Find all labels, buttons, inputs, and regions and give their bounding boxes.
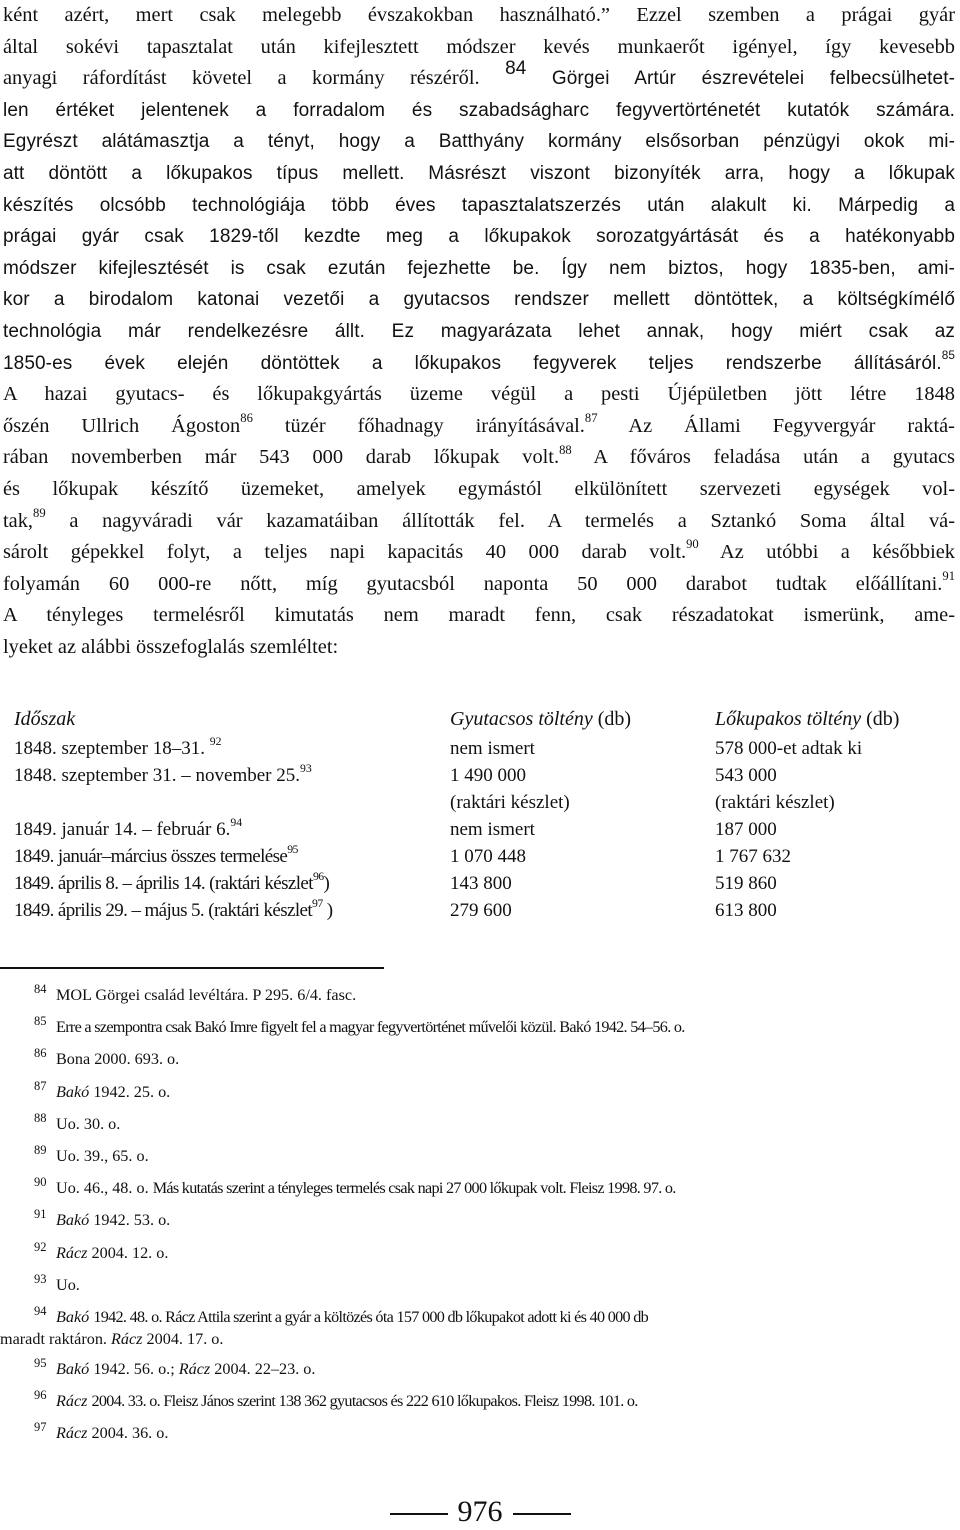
text-segment: Így nem biztos, hogy 1835-ben, ami- bbox=[561, 257, 955, 279]
footnote-number: 96 bbox=[34, 1388, 47, 1403]
text-segment: tak, bbox=[3, 509, 34, 532]
footnote-ref[interactable]: 97 bbox=[312, 896, 323, 910]
text-line: Egyrészt alátámasztja a tényt, hogy a Batthyány kormány elsősorban pénzügyi okok mi- bbox=[3, 131, 955, 153]
footnote bbox=[0, 984, 955, 1016]
footnote-text: Bakó 1942. 25. o. bbox=[56, 1082, 171, 1101]
text-line bbox=[3, 57, 956, 95]
text-segment: Görgei Artúr észrevételei felbecsülhetet- bbox=[551, 68, 956, 90]
header-lok: Lőkupakos töltény (db) bbox=[715, 708, 900, 730]
footnote-text: Rácz 2004. 36. o. bbox=[56, 1424, 169, 1443]
footnote-text: MOL Görgei család levéltára. P 295. 6/4. fasc. bbox=[56, 986, 357, 1004]
footnote-ref[interactable]: 88 bbox=[559, 442, 572, 457]
footnote bbox=[0, 1177, 955, 1209]
footnote bbox=[0, 1355, 955, 1390]
text-segment: 1850-es évek elején döntöttek a lőkupakos fegyverek teljes rendszerbe állításáról. bbox=[3, 352, 942, 374]
text-segment: a nagyváradi vár kazamatáiban állították fel. A termelés a Sztankó Soma által vá- bbox=[69, 509, 955, 532]
footnote-text: Bona 2000. 693. o. bbox=[56, 1050, 180, 1069]
cell-cap: (raktári készlet) bbox=[450, 792, 570, 813]
footnote bbox=[0, 1016, 955, 1048]
footnote-ref[interactable]: 85 bbox=[941, 349, 955, 363]
footnote-number: 84 bbox=[34, 982, 47, 996]
footnote bbox=[0, 1048, 955, 1080]
footnote-text: Uo. 46., 48. o. Más kutatás szerint a tényleges termelés csak napi 27 000 lőkupak volt. Fleisz 1998. 97. o. bbox=[56, 1179, 676, 1198]
footnote-text: Bakó 1942. 48. o. Rácz Attila szerint a gyár a költözés óta 157 000 db lőkupakot adott ki és 40 000 db maradt raktáron. Rácz 2004. 17. o. bbox=[0, 1307, 649, 1348]
footnote bbox=[0, 1390, 955, 1422]
footnote-ref[interactable]: 92 bbox=[209, 734, 222, 748]
text-segment: A főváros feladása után a gyutacs bbox=[593, 446, 955, 469]
footnote-text: Rácz 2004. 12. o. bbox=[56, 1243, 169, 1262]
text-segment: anyagi ráfordítást követel a kormány részéről. bbox=[3, 67, 480, 90]
footnote-ref[interactable]: 96 bbox=[312, 869, 324, 883]
cell-lok: (raktári készlet) bbox=[715, 792, 835, 813]
text-segment: tüzér főhadnagy irányításával. bbox=[284, 414, 585, 437]
cell-lok: 1 767 632 bbox=[715, 846, 791, 867]
text-segment: őszén Ullrich Ágoston bbox=[3, 414, 241, 437]
cell-cap: 1 490 000 bbox=[450, 765, 526, 786]
footnote-number: 86 bbox=[34, 1046, 47, 1061]
text-line bbox=[3, 506, 955, 538]
text-line bbox=[3, 537, 955, 569]
footnote-number: 85 bbox=[34, 1014, 47, 1029]
footnote-ref[interactable]: 94 bbox=[230, 815, 243, 829]
footnote-number: 88 bbox=[34, 1110, 47, 1125]
footnote bbox=[0, 1303, 955, 1358]
text-line: lyeket az alábbi összefoglalás szemléltet: bbox=[3, 635, 339, 658]
footnote-ref[interactable]: 90 bbox=[686, 537, 699, 552]
footnote bbox=[0, 1209, 955, 1241]
text-line bbox=[3, 158, 955, 190]
cell-lok: 187 000 bbox=[715, 819, 777, 840]
cell-lok: 578 000-et adtak ki bbox=[715, 738, 863, 759]
text-line: és lőkupak készítő üzemeket, amelyek egymástól elkülönített szervezeti egységek vol- bbox=[3, 477, 955, 500]
footnote-text: Erre a szempontra csak Bakó Imre figyelt fel a magyar fegyvertörténet művelői közül. Bakó 1942. 54–56. o. bbox=[56, 1018, 685, 1037]
cell-period: 1849. április 8. – április 14. (raktári készlet$^{96}$) bbox=[14, 869, 330, 894]
footnote bbox=[0, 1271, 955, 1306]
text-line: ként azért, mert csak melegebb évszakokban használható.” Ezzel szemben a prágai gyár bbox=[3, 4, 955, 26]
main-text bbox=[3, 0, 955, 663]
text-line bbox=[3, 569, 955, 601]
cell-period: 1849. január–március összes termelése$^{95}$ bbox=[14, 842, 298, 867]
footnote bbox=[0, 1110, 955, 1145]
footnote bbox=[0, 1078, 955, 1113]
footnote-number: 93 bbox=[34, 1271, 47, 1286]
cell-cap: nem ismert bbox=[450, 738, 535, 759]
page-number bbox=[0, 1495, 960, 1529]
footnote-ref[interactable]: 91 bbox=[942, 569, 955, 583]
cell-cap: 143 800 bbox=[450, 873, 512, 894]
cell-period: 1848. szeptember 18–31. $^{92}$ bbox=[14, 734, 222, 759]
cell-lok: 519 860 bbox=[715, 873, 777, 894]
footnote-text: Rácz 2004. 33. o. Fleisz János szerint 138 362 gyutacsos és 222 610 lőkupakos. Fleisz 1998. 101. o. bbox=[56, 1392, 638, 1411]
text-segment: technológia már rendelkezésre állt. bbox=[3, 320, 365, 342]
footnote-number: 92 bbox=[34, 1239, 47, 1254]
footnote-number: 90 bbox=[34, 1175, 47, 1190]
footnote-ref[interactable]: 89 bbox=[33, 505, 46, 520]
footnote-ref[interactable]: 87 bbox=[584, 411, 598, 426]
text-segment: Márpedig a bbox=[838, 194, 955, 216]
text-segment: Az utóbbi a későbbiek bbox=[720, 541, 955, 564]
footnote-ref[interactable]: 93 bbox=[299, 761, 312, 775]
text-line bbox=[3, 253, 955, 285]
footnote-text: Uo. bbox=[56, 1275, 80, 1294]
footnote-number: 91 bbox=[34, 1207, 47, 1222]
cell-lok: 543 000 bbox=[715, 765, 777, 786]
footnote-number: 94 bbox=[34, 1303, 47, 1318]
footnote-divider bbox=[0, 967, 384, 969]
text-segment: rában novemberben már 543 000 darab lőkupak volt. bbox=[3, 446, 560, 469]
text-line: A hazai gyutacs- és lőkupakgyártás üzeme végül a pesti Újépületben jött létre 1848 bbox=[3, 383, 955, 406]
footnote-text: Uo. 39., 65. o. bbox=[56, 1146, 149, 1165]
cell-period: 1848. szeptember 31. – november 25.93 bbox=[14, 761, 312, 786]
footnotes bbox=[0, 984, 955, 1454]
text-line: kor a birodalom katonai vezetői a gyutacsos rendszer mellett döntöttek, a költségkímélő bbox=[3, 289, 955, 311]
text-line: prágai gyár csak 1829-től kezdte meg a lőkupakok sorozatgyártását és a hatékonyabb bbox=[3, 226, 955, 248]
text-segment: Az Állami Fegyvergyár raktá- bbox=[628, 414, 955, 437]
footnote-number: 87 bbox=[34, 1078, 47, 1093]
footnote bbox=[0, 1142, 955, 1177]
page-number-dash bbox=[513, 1513, 571, 1515]
text-segment: att döntött a lőkupakos típus mellett. bbox=[3, 162, 405, 184]
cell-cap: 279 600 bbox=[450, 900, 512, 921]
page-number-dash bbox=[390, 1513, 448, 1515]
footnote-number: 97 bbox=[34, 1420, 47, 1435]
header-period: Időszak bbox=[14, 708, 76, 730]
header-cap: Gyutacsos töltény (db) bbox=[450, 708, 632, 730]
text-line bbox=[3, 442, 955, 474]
text-segment: módszer kifejlesztését is csak ezután fejezhette be. bbox=[3, 257, 540, 279]
cell-cap: 1 070 448 bbox=[450, 846, 526, 867]
page-number-value: 976 bbox=[457, 1495, 503, 1528]
footnote-ref[interactable]: 95 bbox=[287, 842, 298, 856]
cell-period: 1849. április 29. – május 5. (raktári készlet$^{97}$ ) bbox=[14, 896, 333, 921]
footnote-text: Uo. 30. o. bbox=[56, 1114, 121, 1133]
text-line: len értéket jelentenek a forradalom és szabadságharc fegyvertörténetét kutatók számára. bbox=[3, 99, 955, 121]
footnote-number: 89 bbox=[34, 1142, 47, 1157]
cell-lok: 613 800 bbox=[715, 900, 777, 921]
footnote-ref[interactable]: 86 bbox=[240, 411, 253, 426]
footnote-text: Bakó 1942. 53. o. bbox=[56, 1211, 171, 1230]
footnote bbox=[0, 1239, 955, 1274]
text-line bbox=[3, 348, 955, 380]
text-segment: sárolt gépekkel folyt, a teljes napi kapacitás 40 000 darab volt. bbox=[3, 541, 687, 564]
text-line bbox=[3, 316, 955, 348]
cell-cap: nem ismert bbox=[450, 819, 535, 840]
text-line: A tényleges termelésről kimutatás nem maradt fenn, csak részadatokat ismerünk, ame- bbox=[3, 604, 955, 627]
footnote bbox=[0, 1422, 955, 1454]
cell-period: 1849. január 14. – február 6.94 bbox=[14, 815, 243, 840]
text-line bbox=[3, 411, 955, 443]
text-segment: Másrészt viszont bizonyíték arra, hogy a lőkupak bbox=[428, 162, 955, 184]
text-segment: folyamán 60 000-re nőtt, míg gyutacsból naponta 50 000 darabot tudtak előállítani. bbox=[3, 572, 943, 595]
text-segment: készítés olcsóbb technológiája több éves tapasztalatszerzés után alakult ki. bbox=[3, 194, 812, 216]
footnote-text: Bakó 1942. 56. o.; Rácz 2004. 22–23. o. bbox=[56, 1359, 316, 1378]
text-line bbox=[3, 190, 955, 222]
text-segment: Ez magyarázata lehet annak, hogy miért csak az bbox=[391, 320, 955, 342]
footnote-number: 95 bbox=[34, 1355, 47, 1370]
text-line: által sokévi tapasztalat után kifejlesztett módszer kevés munkaerőt igényel, így kevesebb bbox=[3, 35, 955, 58]
footnote-ref[interactable]: 84 bbox=[505, 57, 527, 79]
